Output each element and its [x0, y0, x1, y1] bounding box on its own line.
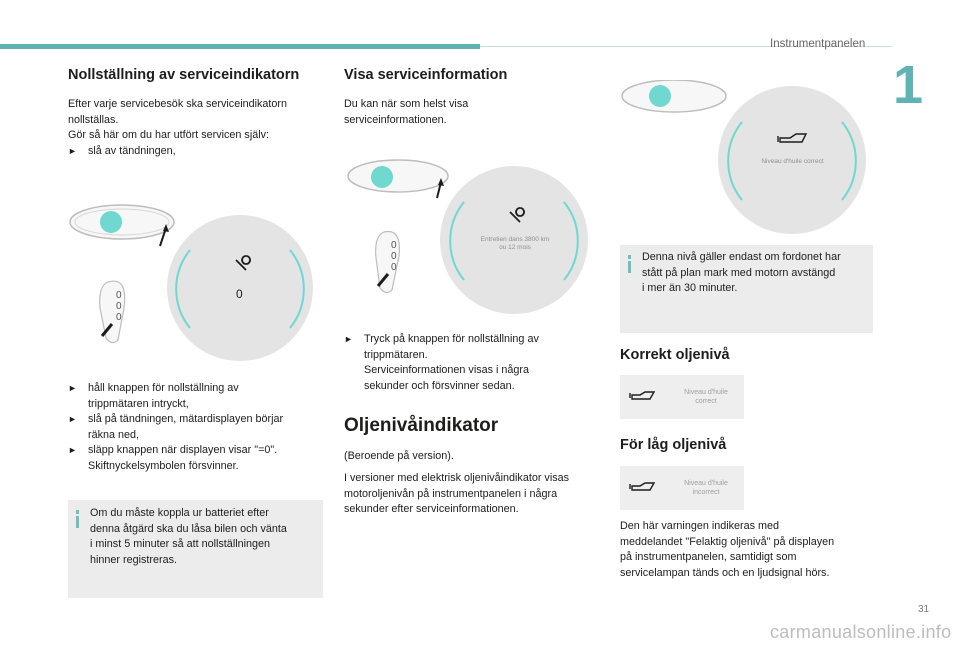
digit: 0 — [116, 290, 122, 301]
chapter-title: Instrumentpanelen — [770, 38, 866, 50]
step-text: Tryck på knappen för nollställning av trippmätaren. Serviceinformationen visas i några sekunder och försvinner sedan. — [364, 333, 539, 392]
bullet-arrow-icon: ► — [68, 445, 77, 455]
service-info-intro: Du kan när som helst visa serviceinformationen. — [344, 98, 469, 126]
note-text: Om du måste koppla ur batteriet efter denna åtgärd ska du låsa bilen och vänta i minst 5 minuter så att nollställningen hinner registreras. — [90, 507, 287, 566]
reset-illustration — [68, 190, 328, 365]
trip-reset-button — [100, 211, 122, 233]
tile-text: Niveau d'huile correct — [684, 389, 728, 405]
stalk-outline — [622, 80, 726, 112]
info-icon-bar — [628, 261, 631, 273]
info-icon — [76, 510, 79, 514]
service-step — [344, 332, 604, 394]
odometer-digits — [116, 290, 122, 323]
bullet-step — [68, 144, 328, 160]
note-text: Denna nivå gäller endast om fordonet har stått på plan mark med motorn avstängd i mer än 30 minuter. — [642, 251, 841, 294]
oil-can-icon — [628, 480, 658, 496]
reset-steps — [68, 381, 328, 474]
stalk-outline — [348, 160, 448, 192]
bullet-arrow-icon: ► — [68, 383, 77, 393]
oil-version: (Beroende på version). — [344, 450, 454, 462]
oil-correct-tile — [620, 375, 744, 419]
oil-can-icon — [628, 389, 658, 405]
dial-oil-text: Niveau d'huile correct — [761, 158, 824, 165]
bullet-arrow-icon: ► — [68, 145, 77, 156]
low-oil-description: Den här varningen indikeras med meddelandet "Felaktig oljenivå" på displayen på instrumentpanelen, samtidigt som servicelampan tänds och en ljudsignal hörs. — [620, 520, 835, 579]
battery-note — [68, 500, 323, 598]
reset-intro — [68, 97, 328, 159]
dial-service-text: Entretien dans 3800 km ou 12 mois — [480, 236, 550, 251]
section-title-reset: Nollställning av serviceindikatorn — [68, 67, 300, 83]
step-text: slå av tändningen, — [88, 144, 176, 157]
text-line: nollställas. — [68, 113, 119, 126]
watermark: carmanualsonline.info — [770, 622, 952, 642]
section-title-service-info: Visa serviceinformation — [344, 67, 508, 83]
trip-reset-button — [371, 166, 393, 188]
bullet-step — [68, 412, 328, 443]
oil-description: I versioner med elektrisk oljenivåindikator visas motoroljenivån på instrumentpanelen i några sekunder efter serviceinformationen. — [344, 472, 570, 515]
tile-text: Niveau d'huile incorrect — [684, 480, 728, 496]
text-line: Efter varje servicebesök ska serviceindikatorn — [68, 98, 288, 110]
header-accent-bar — [0, 44, 480, 49]
odometer-digits: 0 0 0 — [391, 240, 397, 273]
step-text: släpp knappen när displayen visar "=0". Skiftnyckelsymbolen försvinner. — [88, 444, 278, 472]
section-title-oil: Oljenivåindikator — [344, 415, 499, 436]
digit: 0 — [116, 301, 122, 312]
page-number: 31 — [918, 604, 930, 615]
trip-reset-button — [649, 85, 671, 107]
oil-note — [620, 245, 873, 333]
bullet-arrow-icon: ► — [344, 334, 353, 344]
chapter-number: 1 — [893, 55, 924, 115]
dial-value: 0 — [236, 287, 243, 301]
bullet-step — [68, 381, 328, 412]
info-icon-bar — [76, 516, 79, 528]
bullet-step — [68, 443, 328, 474]
section-title-correct-oil: Korrekt oljenivå — [620, 347, 730, 363]
step-text: håll knappen för nollställning av trippmätaren intryckt, — [88, 382, 239, 410]
oil-low-tile — [620, 466, 744, 510]
digit: 0 — [116, 312, 122, 323]
step-text: slå på tändningen, mätardisplayen börjar räkna ned, — [88, 413, 284, 441]
bullet-step — [344, 332, 604, 394]
bullet-arrow-icon: ► — [68, 414, 77, 424]
text-line: Gör så här om du har utfört servicen själv: — [68, 129, 270, 141]
service-illustration — [344, 150, 599, 320]
section-title-low-oil: För låg oljenivå — [620, 437, 727, 453]
info-icon — [628, 255, 631, 259]
